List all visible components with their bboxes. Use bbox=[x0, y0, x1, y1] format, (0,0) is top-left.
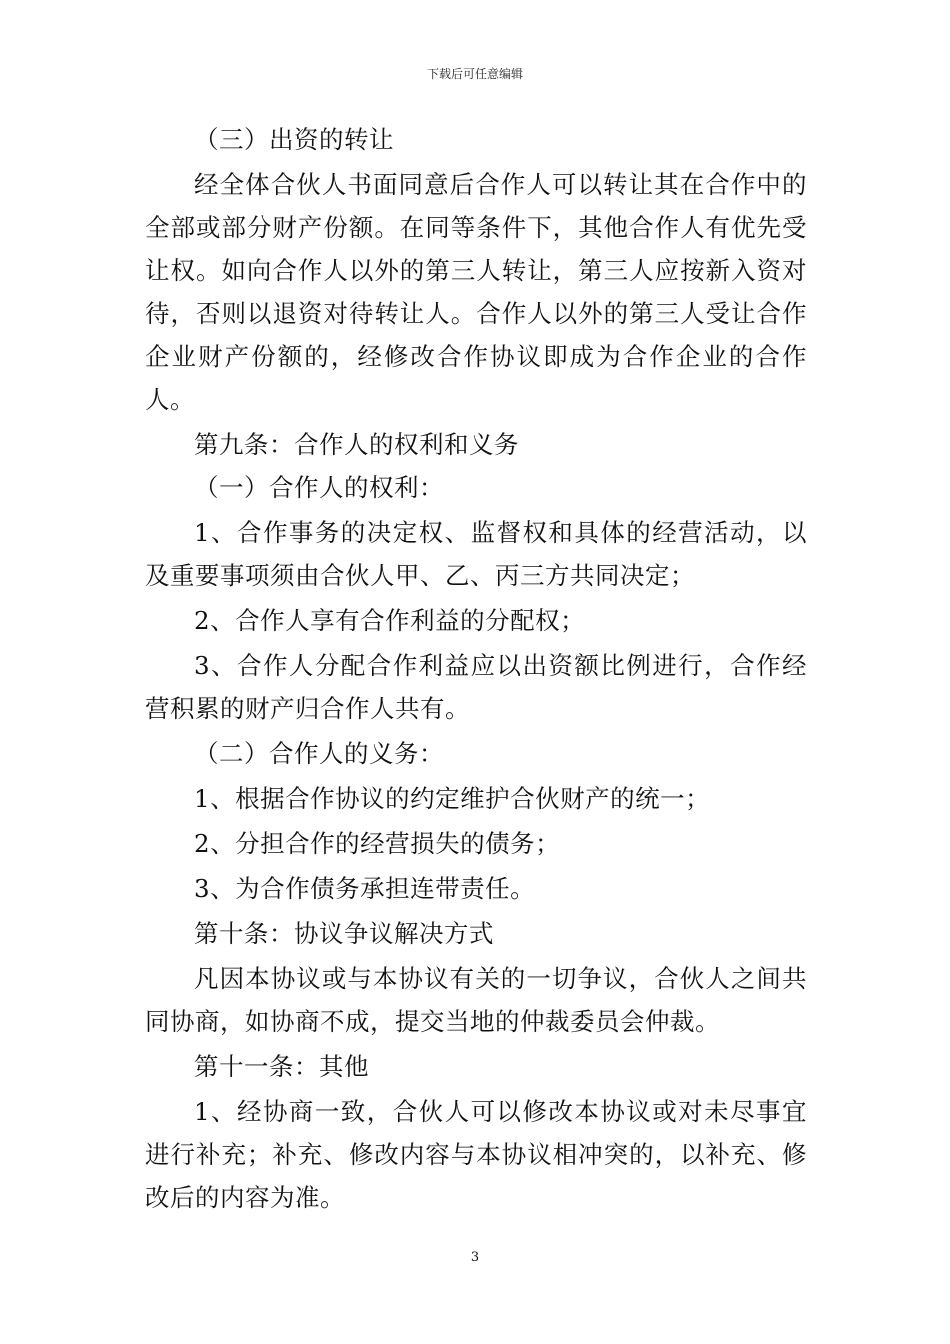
rights-item-1: 1、合作事务的决定权、监督权和具体的经营活动，以及重要事项须由合伙人甲、乙、丙三方共同决定； bbox=[145, 518, 807, 590]
page-header-note: 下载后可任意编辑 bbox=[426, 67, 523, 81]
section-heading-obligations: （二）合作人的义务： bbox=[194, 739, 444, 768]
article-heading-10: 第十条：协议争议解决方式 bbox=[194, 919, 494, 948]
section-heading-capital-transfer: （三）出资的转让 bbox=[194, 125, 394, 154]
document-body bbox=[145, 118, 807, 1219]
paragraph-capital-transfer: 经全体合伙人书面同意后合作人可以转让其在合作中的全部或部分财产份额。在同等条件下，其他合作人有优先受让权。如向合作人以外的第三人转让，第三人应按新入资对待，否则以退资对待转让人。合作人以外的第三人受让合作企业财产份额的，经修改合作协议即成为合作企业的合作人。 bbox=[145, 170, 807, 414]
section-heading-rights: （一）合作人的权利： bbox=[194, 473, 444, 502]
other-item-1: 1、经协商一致，合伙人可以修改本协议或对未尽事宜进行补充；补充、修改内容与本协议相冲突的，以补充、修改后的内容为准。 bbox=[145, 1097, 807, 1212]
obligations-item-3: 3、为合作债务承担连带责任。 bbox=[194, 874, 536, 903]
rights-item-2: 2、合作人享有合作利益的分配权； bbox=[194, 606, 586, 635]
article-heading-11: 第十一条：其他 bbox=[194, 1052, 369, 1081]
page-number: 3 bbox=[470, 1250, 480, 1265]
obligations-item-1: 1、根据合作协议的约定维护合伙财产的统一； bbox=[194, 784, 711, 813]
obligations-item-2: 2、分担合作的经营损失的债务； bbox=[194, 829, 561, 858]
rights-item-3: 3、合作人分配合作利益应以出资额比例进行，合作经营积累的财产归合作人共有。 bbox=[145, 651, 807, 723]
paragraph-dispute-resolution: 凡因本协议或与本协议有关的一切争议，合伙人之间共同协商，如协商不成，提交当地的仲裁委员会仲裁。 bbox=[145, 964, 807, 1036]
article-heading-9: 第九条：合作人的权利和义务 bbox=[194, 430, 519, 459]
